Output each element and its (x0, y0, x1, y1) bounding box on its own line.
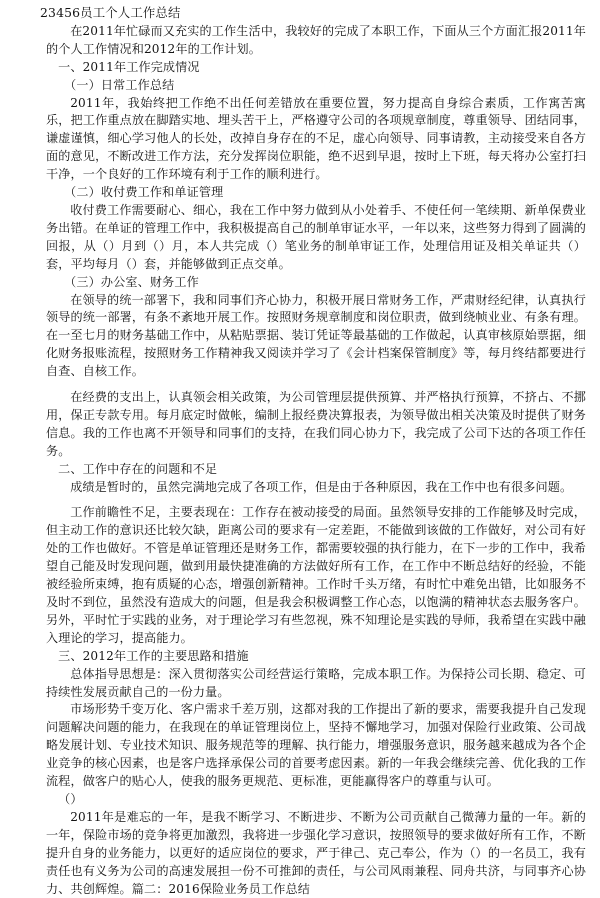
section-3-parenthetical: （） (58, 791, 83, 806)
section-3-body-1: 总体指导思想是：深入贯彻落实公司经营运行策略，完成本职工作。为保持公司长期、稳定、可持续性发展贡献自己的一份力量。 (46, 666, 586, 699)
section-2-heading: 二、工作中存在的问题和不足 (58, 461, 218, 476)
section-1-sub-2-body: 收付费工作需要耐心、细心，我在工作中努力做到从小处着手、不使任何一笔续期、新单保费业务出错。在单证的管理工作中，我积极提高自己的制单审证水平，一年以来，这些努力得到了圆满的回报，从（）月到（）月，本人共完成（）笔业务的制单审证工作，处理信用证及相关单证共（）套，平均每月（）套，并能够做到正点交单。 (46, 202, 586, 271)
section-3-body-2: 市场形势千变万化、客户需求千差万别，这都对我的工作提出了新的要求，需要我提升自己发现问题解决问题的能力，在我现在的单证管理岗位上，坚持不懈地学习，加强对保险行业政策、公司战略发展计划、专业技术知识、服务规范等的理解、执行能力，增强服务意识，服务越来越成为各个企业竞争的核心因素，也是客户选择承保公司的首要考虑因素。新的一年我会继续完善、优化我的工作流程，做客户的贴心人，使我的服务更规范、更标准，更能赢得客户的尊重与认可。 (46, 702, 586, 789)
section-2-body-2: 工作前瞻性不足，主要表现在：工作存在被动接受的局面。虽然领导安排的工作能够及时完成，但主动工作的意识还比较欠缺，距离公司的要求有一定差距，不能做到该做的工作做好，对公司有好处的工作也做好。不管是单证管理还是财务工作，都需要较强的执行能力，在下一步的工作中，我希望自己能及时发现问题，做到用最快捷准确的方法做好所有工作，在工作中不断总结好的经验，不能被经验所束缚，抱有质疑的心态，增强创新精神。工作时千头万绪，有时忙中难免出错，比如服务不及时不到位，虽然没有造成大的问题，但是我会积极调整工作心态，以饱满的精神状态去服务客户。另外，平时忙于实践的业务，对于理论学习有些忽视，殊不知理论是实践的导师，我希望在实践中融入理论的学习，提高能力。 (46, 505, 586, 645)
section-1-sub-3-heading: （三）办公室、财务工作 (64, 274, 199, 289)
section-1-sub-1-heading: （一）日常工作总结 (64, 77, 175, 92)
section-3-body-3: 2011年是难忘的一年，是我不断学习、不断进步、不断为公司贡献自己微薄力量的一年。新的一年，保险市场的竞争将更加激烈，我将进一步强化学习意识，按照领导的要求做好所有工作，不断提升自身的业务能力，以更好的适应岗位的要求，严于律己、克己奉公，作为（）的一名员工，我有责任也有义务为公司的高速发展担一份不可推卸的责任，与公司风雨兼程、同舟共济，与同事齐心协力、共创辉煌。篇二：2016保险业务员工作总结 (46, 809, 586, 896)
section-1-sub-3-body-2: 在经费的支出上，认真领会相关政策，为公司管理层提供预算、并严格执行预算，不挤占、不挪用，保正专款专用。每月底定时做帐，编制上报经费决算报表，为领导做出相关决策及时提供了财务信息。我的工作也离不开领导和同事们的支持，在我们同心协力下，我完成了公司下达的各项工作任务。 (46, 390, 586, 458)
document-title: 23456员工个人工作总结 (40, 5, 181, 20)
section-1-sub-2-heading: （二）收付费工作和单证管理 (64, 185, 224, 200)
section-1-sub-3-body-1: 在领导的统一部署下，我和同事们齐心协力，积极开展日常财务工作，严肃财经纪律，认真执行领导的统一部署，有条不紊地开展工作。按照财务规章制度和岗位职责，做到绕帧业业、有条有理。在一至七月的财务基础工作中，从粘贴票据、装订凭证等最基础的工作做起，认真审核原始票据，细化财务报账流程，按照财务工作精神我又阅读并学习了《会计档案保管制度》等，每月终结都要进行自查、自核工作。 (46, 292, 586, 379)
section-1-sub-1-body: 2011年，我始终把工作绝不出任何差错放在重要位置，努力提高自身综合素质，工作寓苦寓乐，把工作重点放在脚踏实地、埋头苦干上，严格遵守公司的各项规章制度，尊重领导、团结同事，谦虚谨慎，细心学习他人的长处，改掉自身存在的不足，虚心向领导、同事请教，主动接受来自各方面的意见，不断改进工作方法，充分发挥岗位职能，绝不迟到早退，按时上下班，每天将办公室打扫干净，一个良好的工作环境有利于工作的顺利进行。 (46, 95, 586, 182)
intro-paragraph: 在2011年忙碌而又充实的工作生活中，我较好的完成了本职工作，下面从三个方面汇报2011年的个人工作情况和2012年的工作计划。 (46, 23, 586, 56)
section-2-body-1: 成绩是暂时的，虽然完满地完成了各项工作，但是由于各种原因，我在工作中也有很多问题。 (70, 479, 573, 494)
section-3-heading: 三、2012年工作的主要思路和措施 (58, 648, 249, 663)
section-1-heading: 一、2011年工作完成情况 (58, 59, 200, 74)
